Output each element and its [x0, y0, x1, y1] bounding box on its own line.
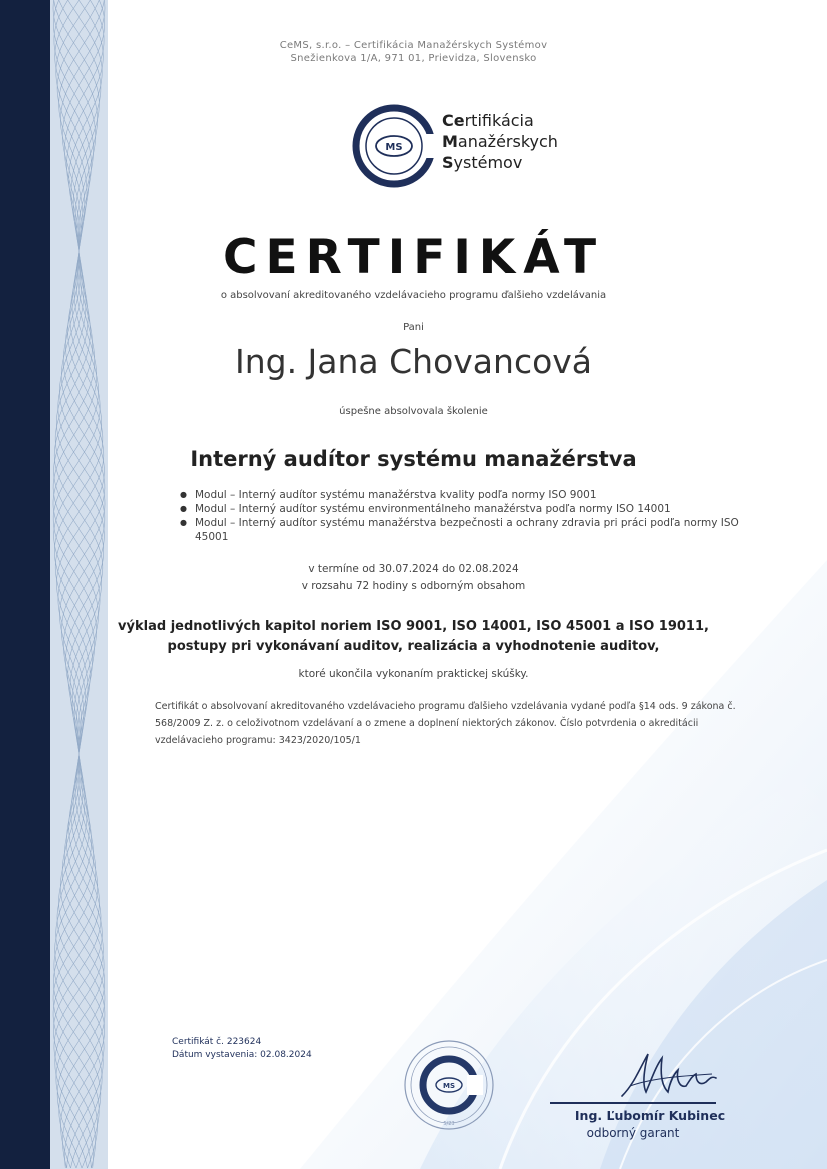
module-item: ● Modul – Interný audítor systému manažérstva bezpečnosti a ochrany zdravia pri práci podľa normy ISO 45001 [180, 516, 740, 544]
logo-word-3: ystémov [453, 153, 523, 172]
handwritten-signature [612, 1048, 722, 1102]
completion-phrase: úspešne absolvovala školenie [339, 406, 488, 417]
logo-initial-m: M [442, 132, 458, 151]
issue-date: Dátum vystavenia: 02.08.2024 [172, 1050, 312, 1060]
certificate-subtitle: o absolvovaní akreditovaného vzdelávacieho programu ďalšieho vzdelávania [220, 290, 607, 301]
module-list [180, 488, 740, 544]
stamp-number: 5/23 [443, 1121, 455, 1127]
logo-word-2: anažérskych [457, 132, 558, 151]
signature-line [550, 1102, 716, 1104]
course-title: Interný audítor systému manažérstva [190, 447, 637, 471]
certificate-meta [172, 1036, 312, 1062]
logo-emblem-text: MS [385, 142, 403, 153]
signatory-role: odborný garant [586, 1126, 680, 1140]
issuer-name: CeMS, s.r.o. – Certifikácia Manažérskych Systémov [279, 40, 548, 51]
salutation: Pani [403, 322, 424, 333]
recipient-name: Ing. Jana Chovancová [234, 342, 593, 381]
certificate-number: Certifikát č. 223624 [172, 1037, 262, 1047]
stamp-center-text: MS [442, 1082, 456, 1090]
signatory-name: Ing. Ľubomír Kubinec [574, 1108, 726, 1123]
logo-initial-s: S [442, 153, 454, 172]
module-item: ● Modul – Interný audítor systému manažérstva kvality podľa normy ISO 9001 [180, 488, 740, 502]
course-content-line2: postupy pri vykonávaní auditov, realizácia a vyhodnotenie auditov, [167, 639, 660, 654]
logo-initial-ce: Ce [442, 111, 465, 130]
course-content-line1: výklad jednotlivých kapitol noriem ISO 9001, ISO 14001, ISO 45001 a ISO 19011, [118, 619, 709, 634]
issuer-address: Snežienkova 1/A, 971 01, Prievidza, Slovensko [290, 53, 537, 64]
logo-word-1: rtifikácia [464, 111, 534, 130]
cems-logo-emblem [352, 104, 436, 188]
certificate-title: CERTIFIKÁT [222, 230, 605, 285]
completion-exam: ktoré ukončila vykonaním praktickej skúšky. [298, 668, 529, 680]
course-scope: v rozsahu 72 hodiny s odborným obsahom [301, 580, 526, 592]
module-item: ● Modul – Interný audítor systému environmentálneho manažérstva podľa normy ISO 14001 [180, 502, 740, 516]
legal-notice: Certifikát o absolvovaní akreditovaného vzdelávacieho programu ďalšieho vzdelávania vydané podľa §14 ods. 9 zákona č. 568/2009 Z. z. o celoživotnom vzdelávaní a o zmene a doplnení niektorých zákonov. Číslo potvrdenia o akreditácii vzdelávacieho programu: 3423/2020/105/1 [155, 701, 736, 746]
official-stamp [403, 1035, 495, 1135]
course-term: v termíne od 30.07.2024 do 02.08.2024 [308, 563, 519, 575]
logo-wordmark [442, 110, 558, 173]
